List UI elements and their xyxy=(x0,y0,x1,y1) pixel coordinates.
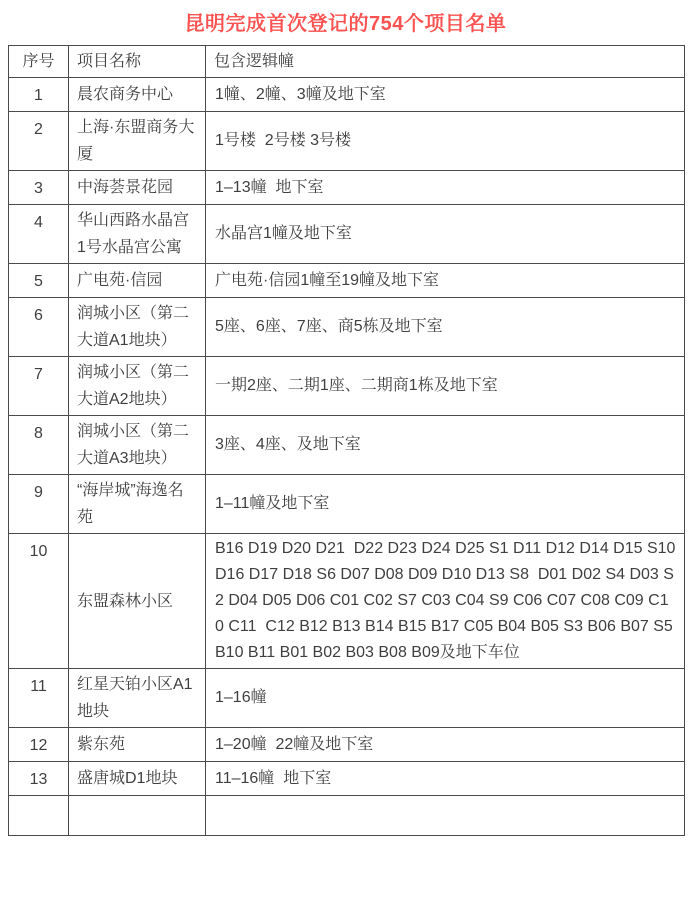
row-number: 3 xyxy=(9,171,69,205)
row-number: 2 xyxy=(9,112,69,171)
table-row xyxy=(9,357,685,416)
row-number: 10 xyxy=(9,534,69,669)
header-serial-number: 序号 xyxy=(9,46,69,78)
project-name: 润城小区（第二大道A2地块） xyxy=(69,357,206,416)
logical-buildings: 水晶宫1幢及地下室 xyxy=(206,205,685,264)
logical-buildings: B16 D19 D20 D21 D22 D23 D24 D25 S1 D11 D12 D14 D15 S10 D16 D17 D18 S6 D07 D08 D09 D10 D13 S8 D01 D02 S4 D03 S2 D04 D05 D06 C01 C02 S7 C03 C04 S9 C06 C07 C08 C09 C10 C11 C12 B12 B13 B14 B15 B17 C05 B04 B05 S3 B06 B07 S5 B10 B11 B01 B02 B03 B08 B09及地下车位 xyxy=(206,534,685,669)
row-number: 5 xyxy=(9,264,69,298)
table-row xyxy=(9,669,685,728)
logical-buildings: 1–13幢 地下室 xyxy=(206,171,685,205)
logical-buildings: 一期2座、二期1座、二期商1栋及地下室 xyxy=(206,357,685,416)
project-name: 润城小区（第二大道A1地块） xyxy=(69,298,206,357)
project-name: 红星天铂小区A1地块 xyxy=(69,669,206,728)
table-row xyxy=(9,475,685,534)
logical-buildings: 1–11幢及地下室 xyxy=(206,475,685,534)
table-row xyxy=(9,78,685,112)
logical-buildings: 1幢、2幢、3幢及地下室 xyxy=(206,78,685,112)
project-name: 华山西路水晶宫1号水晶宫公寓 xyxy=(69,205,206,264)
table-row-partial xyxy=(9,796,685,836)
project-registry-table xyxy=(8,45,685,836)
project-name: 广电苑·信园 xyxy=(69,264,206,298)
logical-buildings: 1–16幢 xyxy=(206,669,685,728)
table-row xyxy=(9,534,685,669)
project-name: 紫东苑 xyxy=(69,728,206,762)
logical-buildings: 1号楼 2号楼 3号楼 xyxy=(206,112,685,171)
row-number: 9 xyxy=(9,475,69,534)
project-name: 中海荟景花园 xyxy=(69,171,206,205)
row-number: 4 xyxy=(9,205,69,264)
logical-buildings: 5座、6座、7座、商5栋及地下室 xyxy=(206,298,685,357)
project-name: 东盟森林小区 xyxy=(69,534,206,669)
row-number: 7 xyxy=(9,357,69,416)
project-name: 晨农商务中心 xyxy=(69,78,206,112)
project-name: “海岸城”海逸名苑 xyxy=(69,475,206,534)
row-number: 8 xyxy=(9,416,69,475)
row-number: 11 xyxy=(9,669,69,728)
table-row xyxy=(9,112,685,171)
logical-buildings: 11–16幢 地下室 xyxy=(206,762,685,796)
row-number xyxy=(9,796,69,836)
page-title: 昆明完成首次登记的754个项目名单 xyxy=(184,13,507,35)
logical-buildings xyxy=(206,796,685,836)
row-number: 6 xyxy=(9,298,69,357)
project-name: 盛唐城D1地块 xyxy=(69,762,206,796)
logical-buildings: 1–20幢 22幢及地下室 xyxy=(206,728,685,762)
logical-buildings: 广电苑·信园1幢至19幢及地下室 xyxy=(206,264,685,298)
project-name xyxy=(69,796,206,836)
project-name: 上海·东盟商务大厦 xyxy=(69,112,206,171)
table-row xyxy=(9,762,685,796)
row-number: 1 xyxy=(9,78,69,112)
project-name: 润城小区（第二大道A3地块） xyxy=(69,416,206,475)
table-header xyxy=(9,46,685,78)
row-number: 12 xyxy=(9,728,69,762)
table-row xyxy=(9,728,685,762)
table-row xyxy=(9,205,685,264)
table-row xyxy=(9,171,685,205)
header-row xyxy=(9,46,685,78)
table-row xyxy=(9,416,685,475)
header-project-name: 项目名称 xyxy=(69,46,206,78)
table-body xyxy=(9,78,685,836)
row-number: 13 xyxy=(9,762,69,796)
table-row xyxy=(9,298,685,357)
table-row xyxy=(9,264,685,298)
header-logical-buildings: 包含逻辑幢 xyxy=(206,46,685,78)
logical-buildings: 3座、4座、及地下室 xyxy=(206,416,685,475)
